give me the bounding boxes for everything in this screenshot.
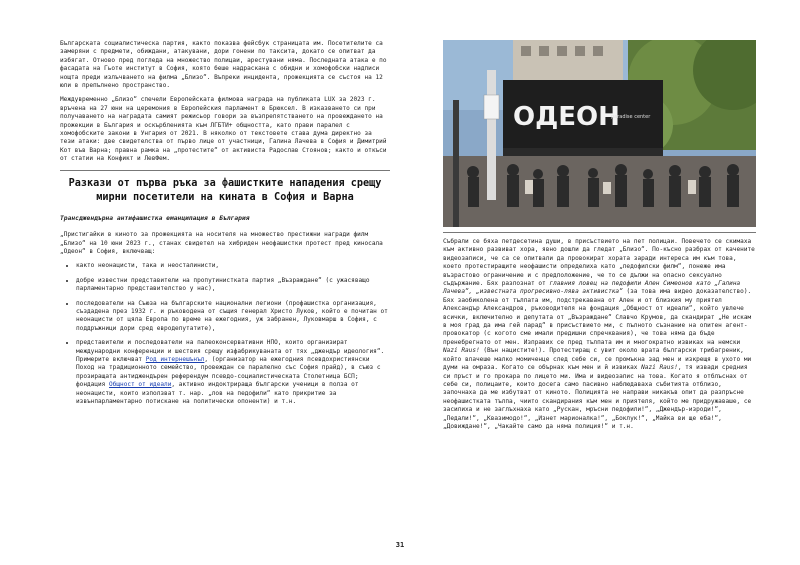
protest-list	[60, 262, 390, 406]
nazi-raus-quote: Nazi Raus!	[641, 364, 678, 372]
list-item-text: представители и последователи на палеоконсервативни НПО, които организират международни конференции и шествия срещу изфабрикуваната от тях „джендър идеология“. Примерите включват	[76, 339, 385, 363]
list-item: • последователи на Съюза на българските национални легиони (профашистка организация, създадена през 1932 г. и ръководена от същия генерал Христо Луков, който е почитан от неонацисти от цяла Европа по време на ежегодния, уж забранен, Луковмарш в София, с поддръжници дори сред евродепутатите),	[76, 300, 390, 334]
column-divider	[443, 232, 756, 233]
section-heading: Разкази от първа ръка за фашистките нападения срещу мирни посетители на кината в София и Варна	[68, 177, 382, 203]
hunter-quote: главния ловец на педофили Ален Симеонов като „Галина Лачева“, „известната прогресивно-лява активистка“	[443, 280, 741, 296]
award-paragraph: Междувременно „Близо“ спечели Европейската филмова награда на публиката LUX за 2023 г. връчена на 27 юни на церемония в Европейския парламент в Брюксел. В изказването си при получаването на наградата самият режисьор говори за възпрепятстването на провеждането на прожекции в България и оскърбленията към ЛГБТИ+ общността, като прави паралел с хомофобските закони в Унгария от 2021. В няколко от текстовете става дума директно за тези атаки: две свидетелства от първо лице от участници, Галина Лачева в София и Димитрий Кот във Варна; правна рамка на „протестите“ от активиста Радослав Стоянов; както и откъси от статии на Конфикт и ЛевФем.	[60, 96, 387, 163]
section-divider	[60, 170, 390, 171]
odeon-cinema-photo	[443, 40, 756, 227]
testimony-text: , тя извади средния си пръст и го прокара по лицето ми. Има и видеозапис на това. Когато я отблъснах от себе си, полицаите, които досега само пасивно наблюдаваха събитията отблизо, започнаха да ме избутват от киното. Полицията не направи никакъв опит да разпръсне неофашистката тълпа, чиито скандирания към мен и приятеля, който ме придружаваше, се засилиха и не заглъхнаха като „Рускан, мръсни педофили!“, „Джендър-изроди!“, „Педали!“, „Квазимодо!“, „Изнет марионалка!“, „Боклук!“, „Майка ви ще еба!“, „Довиждане!“, „Чакайте само да няма полиция!“ и т.н.	[443, 364, 752, 430]
nazi-raus-quote: Nazi Raus!	[443, 347, 480, 355]
cinema-sign: ОДЕОН	[513, 102, 620, 132]
paradise-sign: paradise center	[611, 114, 651, 120]
right-column	[443, 238, 756, 437]
testimony-text: (за това има видео доказателство). Бях заобиколена от тълпата им, подстрекавана от Ален и от близкия му приятел Александър Александров, ръководителя на фондация „Общност от идеали“, който увлече всички, включително и депутата от „Възраждане“ Славчо Крумов, да скандират „Не искам в моя град да има гей парад“ в присъствието ми, с пълното съзнание на опитен агент-провокатор (с когото сме имали предишни спречквания), че това няма да бъде пренебрегнато от мен. Изправих се пред тълпата им и многократно извиках на немски	[443, 288, 752, 346]
community-of-ideals-link[interactable]: Общност от идеали	[109, 381, 172, 389]
testimony-intro: „Пристигайки в киното за прожекцията на носителя на множество престижни награди филм „Близо“ на 10 юни 2023 г., станах свидетел на хибриден неофашистки протест пред киносала „Одеон“ в София, включващ:	[60, 231, 383, 255]
photo-illustration	[443, 40, 756, 227]
list-item: • добре известни представители на пропутинистката партия „Възраждане“ (с ужасяващо парламентарно представителство у нас),	[76, 277, 390, 294]
rod-international-link[interactable]: Род интернешънъл	[145, 355, 205, 363]
list-item-text: , активно индоктрираща български ученици в полза от неонацисти, които използват т. нар. „лов на педофили“ като прикритие за извънпарламентарно потискане на политически опоненти) и т.н.	[76, 381, 359, 405]
testimony-text: (Вън нацистите!). Протестиращ с увит около врата български трибагреник, който влачеше малко момиченце след себе си, се промъкна зад мен и изкрещя в ухото ми думи на омраза. Когато се обърнах към мен и й извиках	[443, 347, 752, 372]
testimony-paragraph	[443, 238, 756, 431]
left-column	[60, 40, 390, 412]
intro-paragraph: Българската социалистическа партия, както показва фейсбук страницата им. Посетителите са замеряни с предмети, обиждани, атакувани, дори гонени по таксита, докато се опитват да избягат. Отново пред погледа на множество полицаи, арестувани няма. Последната атака е по фасадата на Гьоте институт в София, която беше надраскана с обидни и хомофобски надписи нощта преди излъчването на филма „Близо“. Въпреки инцидента, прожекцията се състоя на 12 юли в препълнено пространство.	[60, 40, 387, 90]
page-number: 31	[395, 541, 405, 549]
list-item-text: , (организатор на ежегодния псевдохристиянски Поход на традиционното семейство, провеждан се паралелно със София прайд), в съюз с прозиращата антиджендърен референдум псевдо-социалистическата Столетница БСП; фондация	[76, 355, 381, 389]
article-subheading: Трансджендърна антифашистка еманципация в България	[60, 214, 250, 222]
testimony-text: Събрали се бяха петдесетина души, в присъствието на пет полицаи. Повечето се скимаха към активно развиват хора, явно дошли да гледат „Близо“. По-късно разбрах от качените видеозаписи, че са се опитвали да провокират хората заради интереса им към това, което протестиращите неофашисти определиха като „педофилски филм“, понеже има възрастово ограничение и с предположение, че то се дължи на опасно сексуално съдържание. Бях разпознат от	[443, 238, 755, 288]
list-item: • както неонацисти, така и неосталинисти,	[76, 262, 390, 270]
list-item	[76, 339, 390, 406]
